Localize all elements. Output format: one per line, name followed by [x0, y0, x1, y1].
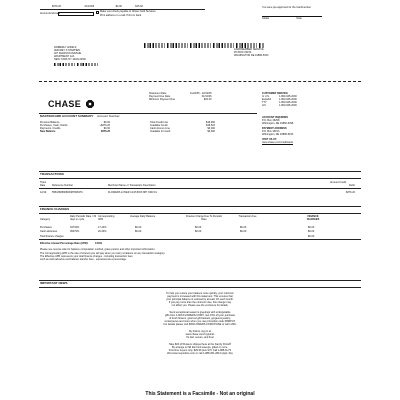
fh-apr: Corresponding APR: [98, 215, 115, 221]
news-paragraph: [115, 311, 285, 326]
cs-phone-tty[interactable]: 1-800-945-2000: [279, 101, 297, 104]
fr-periodic: $0.00: [195, 230, 202, 233]
tx-reference: 5554380590693387908476: [52, 191, 83, 194]
cash-line-label: Cash Access Line: [150, 127, 170, 130]
news-paragraph: [115, 343, 285, 355]
cs-label-es: Español: [262, 98, 272, 101]
fh-periodic: Finance Charge Due To Periodic Rate: [185, 215, 223, 221]
purchases-label: Purchases, Cash, Debits: [40, 124, 68, 127]
make-check-note: Make your check payable to Chase Card Services.: [100, 10, 157, 13]
th-description: Merchant Name or Transaction Description: [108, 184, 156, 187]
payment-line1: P.O. Box 15153: [262, 130, 280, 133]
credit-line-value: $18,900: [205, 121, 215, 124]
account-summary-title-text: MASTERCARD ACCOUNT SUMMARY: [40, 114, 94, 118]
remit-line3: WILMINGTON DE 19886-5153: [234, 54, 269, 57]
tx-description: FLOWERS LOVER 12/15 BOX 887 3300 FL: [108, 191, 158, 194]
news-body: [115, 292, 285, 355]
previous-balance-label: Previous Balance: [40, 121, 60, 124]
cs-label-intl: Int'l: [262, 104, 266, 107]
statement-date-value: 11/23/05 - 12/19/05: [190, 92, 212, 95]
coupon-due-date: 01/10/06: [84, 5, 95, 8]
news-line: Take $15 off Flowers shipped here at the Family Portal®: [168, 343, 232, 346]
news-line: gifts from 1-800-FLOWERS.COM®. Get 15% off your purchase: [164, 314, 235, 317]
news-line: of fresh flowers, gourmet gift baskets, gorgeous jewelry,: [169, 317, 231, 320]
available-cash-value: $3,000: [207, 130, 215, 133]
coupon-past-due: $0.00: [115, 5, 122, 8]
th-debit: Debit: [349, 184, 355, 187]
amount-enclosed-label: Amount Enclosed:: [40, 12, 61, 15]
minimum-payment-label: Minimum Payment Due: [149, 98, 175, 101]
payment-due-value: 01/10/06: [201, 95, 212, 98]
news-line: your principal balance is reduced by at least 1% each month.: [166, 298, 234, 301]
total-finance-label: Total finance charges: [40, 235, 64, 238]
statement-date-label: Statement Date: [149, 92, 167, 95]
finance-top-rule: [39, 206, 361, 207]
coupon-amount-row: [52, 5, 143, 8]
news-line: For details please visit 800FLOWERS.COM/CHASE or call 1-800-: [163, 323, 237, 326]
fr-daily-rate: 05479%: [70, 230, 80, 233]
customer-service-title: CUSTOMER SERVICE: [262, 92, 288, 95]
initials-label: Initials: [262, 17, 270, 20]
fr-total: $0.00: [308, 226, 315, 229]
transactions-top-rule: [39, 171, 361, 172]
total-finance-value: $0.00: [308, 235, 315, 238]
fr-apr: 17.24%: [98, 226, 107, 229]
statement-values: [190, 92, 212, 101]
cs-label-tty: TTY: [262, 101, 267, 104]
facsimile-notice: This Statement is a Facsimile - Not an original: [145, 391, 255, 397]
fr-total: $0.00: [308, 230, 315, 233]
th-reference: Reference Number: [52, 184, 74, 187]
news-title-rule: [39, 287, 361, 288]
finance-charges-title: FINANCE CHARGES: [40, 207, 70, 211]
chase-logo-text: CHASE: [48, 99, 82, 109]
available-credit-label: Available Credit: [150, 124, 168, 127]
purchases-value: +$376.20: [99, 124, 110, 127]
fr-avg-balance: $0.00: [135, 226, 142, 229]
finance-note: Please see reverse side for balance computation method, grace period, and other important information.: [40, 248, 156, 251]
th-credit: Amount Credit: [330, 181, 346, 184]
coupon-right-note: You were pre-approved for the Cardmember: [262, 6, 311, 9]
payment-line2: Wilmington, DE 19886-5153: [262, 133, 294, 136]
news-line: not affect you. Please see the enclosure for details.: [171, 304, 229, 307]
address-change-note: Print address or e-mail. Print on back.: [100, 13, 142, 17]
inquiries-line1: P.O. Box 15298: [262, 119, 280, 122]
fh-category: Category: [40, 218, 51, 221]
important-news-title: IMPORTANT NEWS: [40, 281, 68, 285]
cs-phone-intl[interactable]: 1-800-945-2000: [279, 104, 297, 107]
mypoints-link[interactable]: www.chase.com/mypoints: [185, 333, 215, 336]
fh-total: FINANCE CHARGES: [306, 215, 320, 221]
fh-daily-rate: Daily Periodic Rate / 30 days in cycle: [70, 215, 97, 221]
visit-title: VISIT US AT:: [262, 138, 277, 141]
cardmember-barcode: [54, 63, 99, 66]
cardmember-line5: NEW YORK NY 10022-9000: [54, 58, 86, 61]
new-balance-label: New Balance: [40, 130, 56, 133]
account-inquiries-title: ACCOUNT INQUIRIES: [262, 116, 288, 119]
cs-label-us: In U.S.: [262, 95, 270, 98]
remit-address: [234, 48, 268, 57]
fr-category: Cash advances: [40, 230, 58, 233]
news-line: Visit www.rsvponline.com or call 1-888-251-2814 (dept. 9A).: [166, 352, 234, 355]
tx-debit: $376.20: [346, 191, 356, 194]
news-line: To help you reduce your balance more quickly, your minimum: [166, 292, 234, 295]
chase-octagon-icon: [86, 100, 94, 108]
fr-category: Purchases: [40, 226, 52, 229]
tx-date: 12/19: [40, 191, 47, 194]
account-number-label: Account Number:: [97, 114, 121, 118]
inquiries-line2: Wilmington, DE 19850-5298: [262, 122, 294, 125]
perforation: [39, 81, 361, 82]
available-cash-label: Available for Cash: [150, 130, 171, 133]
news-top-rule: [39, 280, 361, 281]
cardmember-line4: APARTMENT 12A: [54, 55, 75, 58]
signature-labels: [262, 17, 302, 20]
customer-service-block: [262, 92, 297, 107]
new-balance-value: $376.20: [100, 130, 110, 133]
transactions-title: TRANSACTIONS: [40, 172, 64, 176]
summary-right-col: [150, 121, 215, 133]
fr-fee: $0.00: [240, 226, 247, 229]
address-change-checkbox[interactable]: [96, 11, 99, 14]
finance-note: such as cash advance and balance transfer fees - expressed as a percentage.: [40, 258, 127, 261]
cardmember-address: [54, 46, 86, 61]
fh-avg-balance: Average Daily Balance: [130, 215, 156, 218]
news-line: payment is increased with this statement. This ensures that: [167, 295, 233, 298]
effective-apr-value: 0.00%: [94, 242, 103, 245]
available-credit-value: $18,523: [205, 124, 215, 127]
news-line: First time buyers only, $29.99 plus S/H. Call 1-888-FLYS: [168, 349, 232, 352]
coupon-min-payment: $15.00: [135, 5, 143, 8]
news-line: centerpieces and more when you use promotion code SMRPV3.: [164, 320, 236, 323]
news-paragraph: [115, 330, 285, 339]
cardmember-line2: JEFFREY S STEPHEN: [54, 49, 80, 52]
payment-due-label: Payment Due Date: [149, 95, 171, 98]
finance-notes: [40, 248, 165, 261]
news-paragraph: [115, 292, 285, 307]
visit-url-link[interactable]: www.chase.com/creditcards: [262, 141, 293, 144]
finance-total-row: [40, 235, 361, 238]
remit-line2: PO BOX 15153: [234, 51, 252, 54]
transactions-header-rule: [39, 188, 361, 189]
effective-apr-label: Effective Annual Percentage Rate (APR):: [40, 242, 89, 245]
finance-header: [40, 215, 361, 225]
payments-value: $0.00: [103, 127, 110, 130]
finance-note: The Effective APR represents your total finance charges - including transaction fees: [40, 255, 133, 258]
effective-apr: [40, 242, 102, 245]
amount-enclosed-field[interactable]: [58, 12, 94, 16]
fr-apr: 20.24%: [98, 230, 107, 233]
summary-left-col: [40, 121, 110, 133]
minimum-payment-value: $15.00: [203, 98, 212, 101]
cardmember-line1: KIMBERLY ANNE R: [54, 46, 77, 49]
news-line: By arrange on $0 title.fund sweeps, gifted or more.: [171, 346, 228, 349]
news-line: If you pay more than the minimum due, this change may: [168, 301, 232, 304]
statement-info: [149, 92, 175, 101]
remit-line1: CARDMEMBER SERVICE: [234, 48, 264, 51]
news-line: Send exceptional season's greetings with unforgettable: [169, 311, 231, 314]
fr-daily-rate: 04733%: [70, 226, 80, 229]
payment-address-title: PAYMENT ADDRESS: [262, 127, 287, 130]
coupon-new-balance: $376.20: [52, 5, 62, 8]
previous-balance-value: $0.00: [103, 121, 110, 124]
finance-note: The Corresponding APR is the rate of interest you will pay when you carry a balance on any transaction category.: [40, 252, 166, 255]
th-trans-date: Trans Date: [40, 181, 47, 187]
cardmember-line3: 407 MADISON AVENUE: [54, 52, 82, 55]
news-line: It's fast, secure, and free!: [186, 336, 214, 339]
finance-title-rule: [39, 213, 361, 214]
transactions-title-rule: [39, 178, 361, 179]
credit-line-label: Total Credit Line: [150, 121, 169, 124]
date-label: Date: [296, 17, 302, 20]
account-inquiries-block: [262, 116, 293, 144]
fr-avg-balance: $0.00: [135, 230, 142, 233]
fr-fee: $0.00: [240, 230, 247, 233]
news-line: My Points, log on at: [189, 330, 211, 333]
fr-periodic: $0.00: [195, 226, 202, 229]
cs-phone-es[interactable]: 1-800-945-2000: [279, 98, 297, 101]
payments-label: Payments, Credits: [40, 127, 61, 130]
cash-line-value: $3,000: [207, 127, 215, 130]
finance-total-rule: [39, 239, 361, 240]
cs-phone-us[interactable]: 1-800-945-2000: [279, 95, 297, 98]
account-summary-title: [40, 115, 120, 119]
chase-logo: [48, 94, 94, 112]
fh-fee: Transaction Fee: [238, 215, 257, 218]
